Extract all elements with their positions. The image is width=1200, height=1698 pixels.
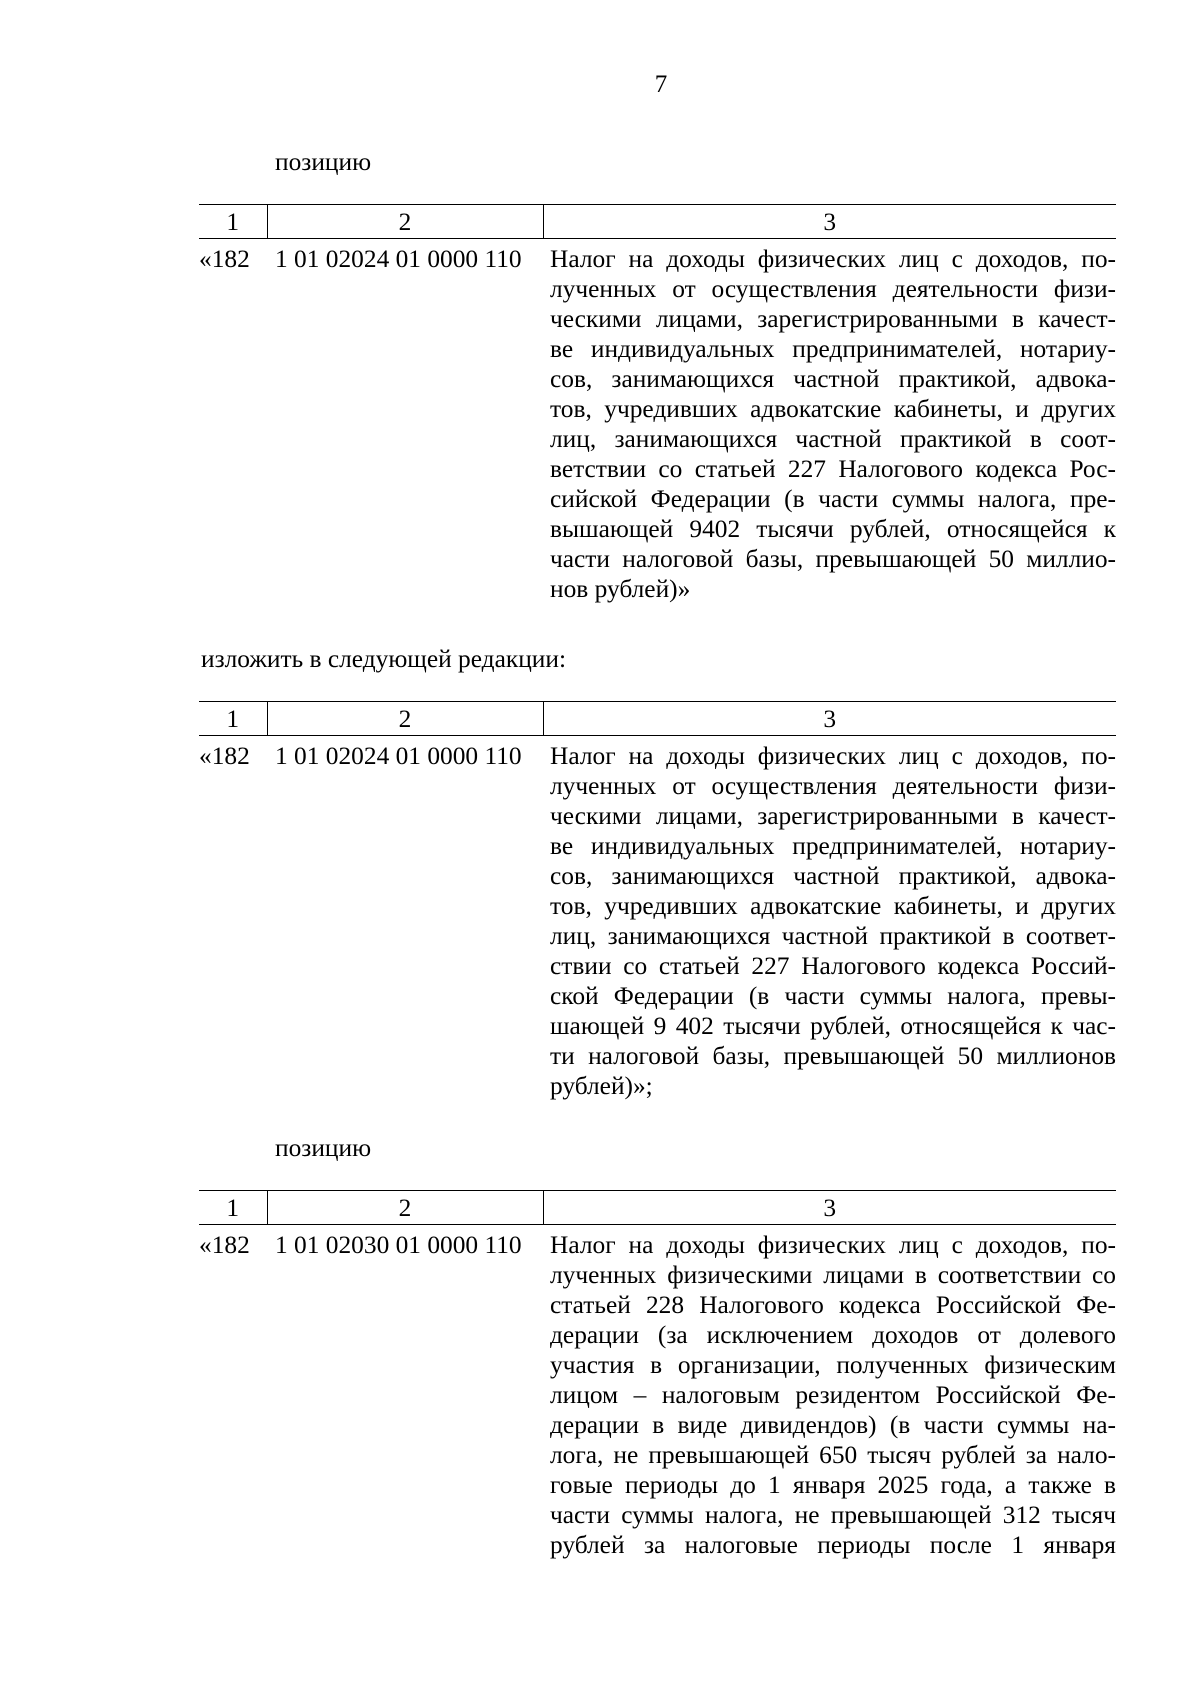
description-line: лученных от осуществления деятельности физи- [550, 772, 1116, 800]
description-cell [543, 1225, 1116, 1561]
description-line: статьей 228 Налогового кодекса Российской Фе- [550, 1291, 1116, 1319]
description-line: части суммы налога, не превышающей 312 тысяч [550, 1501, 1116, 1529]
description-line: тов, учредивших адвокатские кабинеты, и других [550, 892, 1116, 920]
description-line: шающей 9 402 тысячи рублей, относящейся к час- [550, 1012, 1116, 1040]
description-line: дерации (за исключением доходов от долевого [550, 1321, 1116, 1349]
description-line: лицом – налоговым резидентом Российской Фе- [550, 1381, 1116, 1409]
column-header-2: 2 [267, 1191, 543, 1225]
description-line: ти налоговой базы, превышающей 50 миллионов [550, 1042, 1116, 1070]
table-header-row [199, 1191, 1116, 1225]
column-header-3: 3 [543, 1191, 1116, 1225]
intro-paragraph-3: позицию [275, 1134, 372, 1162]
description-line: ве индивидуальных предпринимателей, нотариу- [550, 832, 1116, 860]
description-line: говые периоды до 1 января 2025 года, а также в [550, 1471, 1116, 1499]
column-header-1: 1 [199, 205, 267, 239]
description-line: ской Федерации (в части суммы налога, превы- [550, 982, 1116, 1010]
intro-paragraph-2: изложить в следующей редакции: [201, 645, 567, 673]
description-line: ческими лицами, зарегистрированными в качест- [550, 802, 1116, 830]
description-line: тов, учредивших адвокатские кабинеты, и других [550, 395, 1116, 423]
description-line: лиц, занимающихся частной практикой в соответ- [550, 922, 1116, 950]
table-row [199, 239, 1116, 605]
column-header-2: 2 [267, 702, 543, 736]
description-line: нов рублей)» [550, 575, 691, 603]
description-line: вышающей 9402 тысячи рублей, относящейся к [550, 515, 1116, 543]
admin-code-cell: «182 [199, 1231, 250, 1259]
column-header-2: 2 [267, 205, 543, 239]
description-line: рублей)»; [550, 1072, 653, 1100]
table-header-row [199, 702, 1116, 736]
description-line: ствии со статьей 227 Налогового кодекса Россий- [550, 952, 1116, 980]
table-row [199, 1225, 1116, 1561]
description-line: участия в организации, полученных физическим [550, 1351, 1116, 1379]
description-line: сов, занимающихся частной практикой, адвока- [550, 365, 1116, 393]
intro-paragraph-1: позицию [275, 148, 372, 176]
column-header-1: 1 [199, 1191, 267, 1225]
description-line: ветствии со статьей 227 Налогового кодекса Рос- [550, 455, 1116, 483]
kbk-code-cell: 1 01 02024 01 0000 110 [275, 245, 522, 273]
description-line: ческими лицами, зарегистрированными в качест- [550, 305, 1116, 333]
description-line: Налог на доходы физических лиц с доходов, по- [550, 742, 1116, 770]
description-line: дерации в виде дивидендов) (в части суммы на- [550, 1411, 1116, 1439]
page-number: 7 [654, 71, 668, 98]
column-header-3: 3 [543, 702, 1116, 736]
description-cell [543, 239, 1116, 605]
position-table-next [199, 1190, 1116, 1560]
description-cell [543, 736, 1116, 1102]
description-line: лиц, занимающихся частной практикой в соот- [550, 425, 1116, 453]
description-line: сийской Федерации (в части суммы налога, пре- [550, 485, 1116, 513]
description-line: ве индивидуальных предпринимателей, нотариу- [550, 335, 1116, 363]
description-line: Налог на доходы физических лиц с доходов, по- [550, 1231, 1116, 1259]
description-line: части налоговой базы, превышающей 50 миллио- [550, 545, 1116, 573]
description-line: лученных от осуществления деятельности физи- [550, 275, 1116, 303]
kbk-code-cell: 1 01 02030 01 0000 110 [275, 1231, 522, 1259]
description-line: сов, занимающихся частной практикой, адвока- [550, 862, 1116, 890]
description-line: лученных физическими лицами в соответствии со [550, 1261, 1116, 1289]
admin-code-cell: «182 [199, 245, 250, 273]
description-line: лога, не превышающей 650 тысяч рублей за нало- [550, 1441, 1116, 1469]
position-table-original [199, 204, 1116, 604]
position-table-new [199, 701, 1116, 1101]
table-header-row [199, 205, 1116, 239]
table-row [199, 736, 1116, 1102]
description-line: рублей за налоговые периоды после 1 января [550, 1531, 1116, 1559]
column-header-3: 3 [543, 205, 1116, 239]
column-header-1: 1 [199, 702, 267, 736]
description-line: Налог на доходы физических лиц с доходов, по- [550, 245, 1116, 273]
admin-code-cell: «182 [199, 742, 250, 770]
kbk-code-cell: 1 01 02024 01 0000 110 [275, 742, 522, 770]
